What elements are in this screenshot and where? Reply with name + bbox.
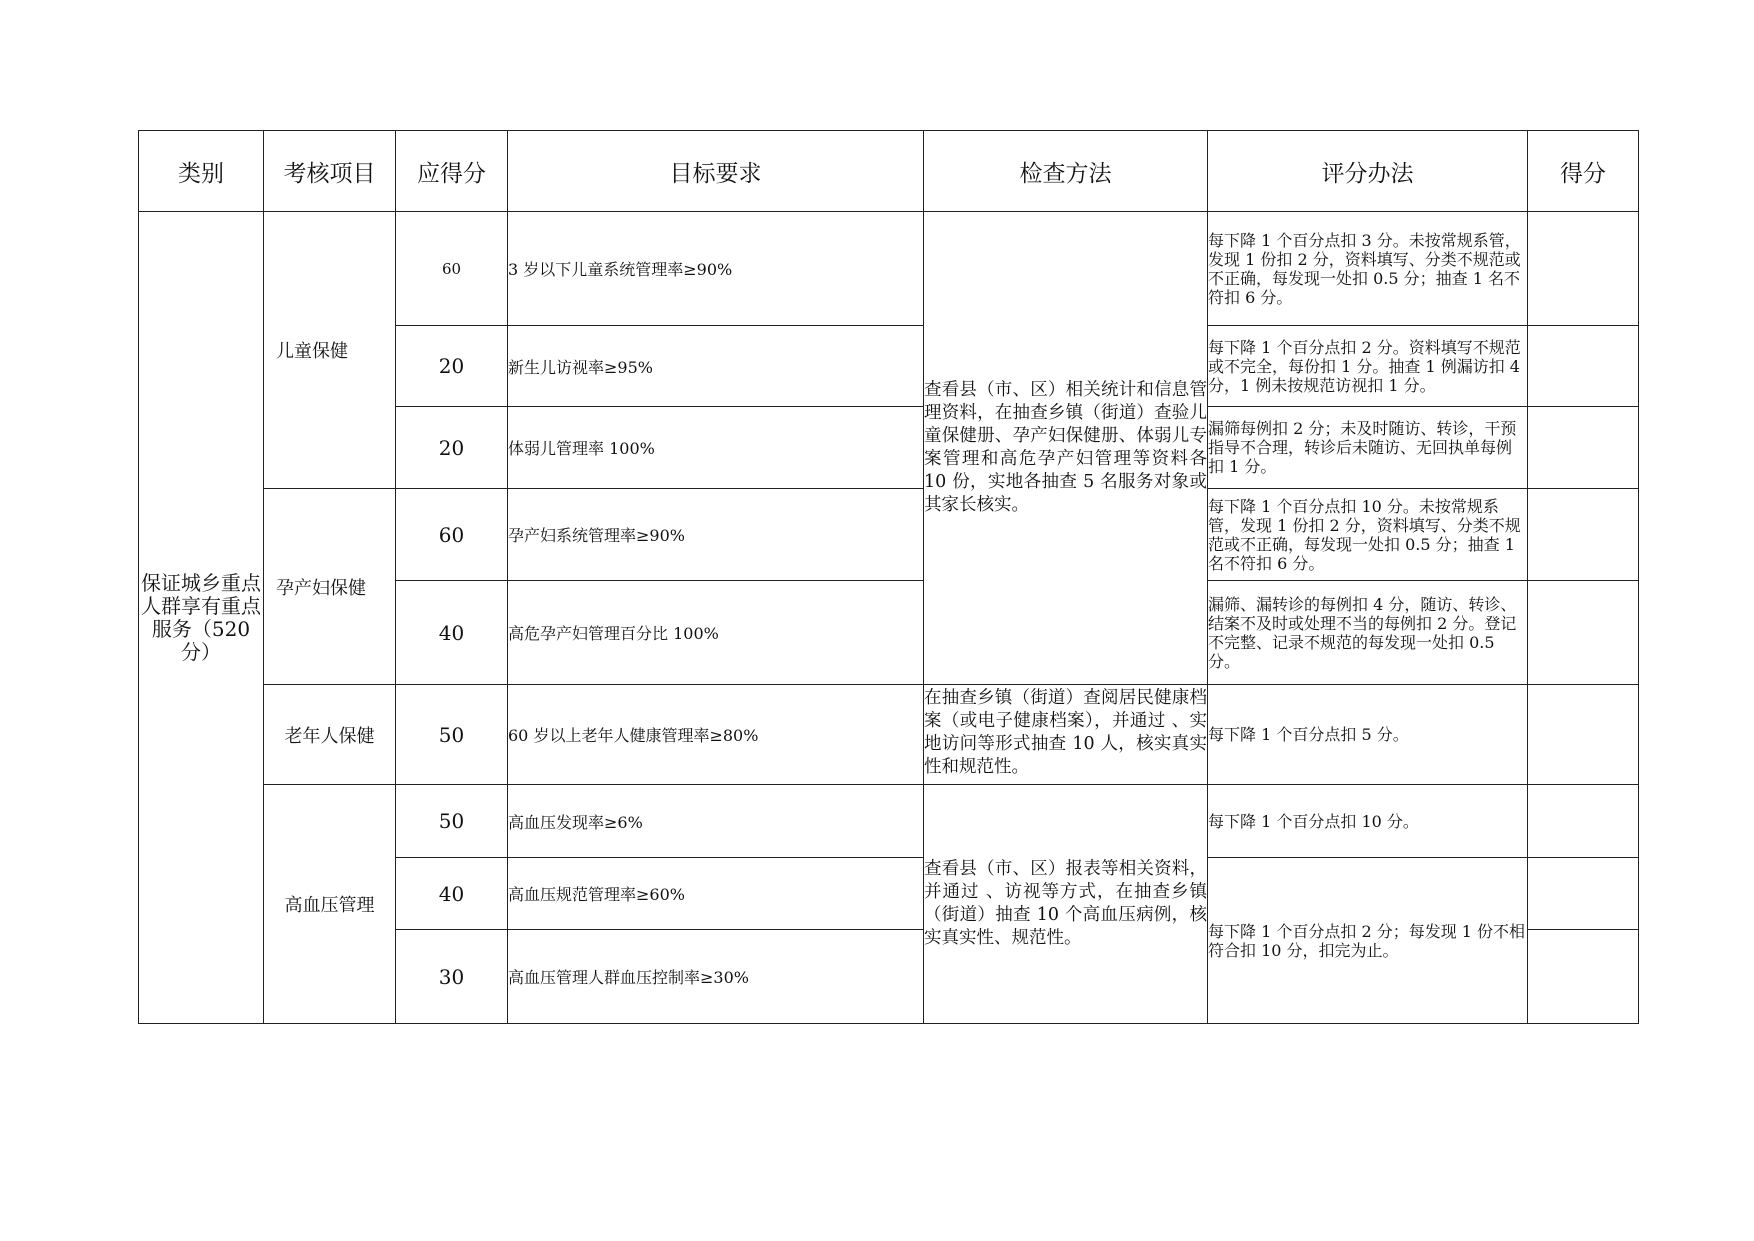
method-hypertension: 查看县（市、区）报表等相关资料，并通过 、访视等方式，在抽查乡镇（街道）抽查 10 个高血压病例，核实真实性、规范性。 [924,785,1208,1024]
target-cell: 60 岁以上老年人健康管理率≥80% [508,685,924,785]
score-cell[interactable] [1528,930,1639,1024]
score-cell[interactable] [1528,685,1639,785]
table-row [139,785,1639,858]
score-cell[interactable] [1528,326,1639,407]
method-elderly: 在抽查乡镇（街道）查阅居民健康档案（或电子健康档案），并通过 、实地访问等形式抽查 10 人，核实真实性和规范性。 [924,685,1208,785]
target-cell: 孕产妇系统管理率≥90% [508,489,924,581]
points-cell: 40 [396,858,508,930]
rule-cell: 每下降 1 个百分点扣 2 分。资料填写不规范或不完全，每份扣 1 分。抽查 1 例漏访扣 4 分，1 例未按规范访视扣 1 分。 [1208,326,1528,407]
category-cell: 保证城乡重点人群享有重点服务（520分） [139,212,264,1024]
score-cell[interactable] [1528,212,1639,326]
points-cell: 60 [396,212,508,326]
item-elderly: 老年人保健 [264,685,396,785]
target-cell: 高血压规范管理率≥60% [508,858,924,930]
item-child: 儿童保健 [264,212,396,489]
method-child-maternal: 查看县（市、区）相关统计和信息管理资料，在抽查乡镇（街道）查验儿童保健册、孕产妇保健册、体弱儿专案管理和高危孕产妇管理等资料各 10 份，实地各抽查 5 名服务对象或其家长核实。 [924,212,1208,685]
table-row [139,489,1639,581]
points-cell: 30 [396,930,508,1024]
points-cell: 50 [396,785,508,858]
rule-cell: 每下降 1 个百分点扣 10 分。 [1208,785,1528,858]
target-cell: 高危孕产妇管理百分比 100% [508,581,924,685]
rule-cell: 每下降 1 个百分点扣 5 分。 [1208,685,1528,785]
score-cell[interactable] [1528,581,1639,685]
score-cell[interactable] [1528,858,1639,930]
table-row [139,212,1639,326]
target-cell: 高血压发现率≥6% [508,785,924,858]
target-cell: 高血压管理人群血压控制率≥30% [508,930,924,1024]
target-cell: 体弱儿管理率 100% [508,407,924,489]
header-target: 目标要求 [508,131,924,212]
score-cell[interactable] [1528,785,1639,858]
assessment-table [138,130,1639,1024]
rule-cell: 漏筛、漏转诊的每例扣 4 分，随访、转诊、结案不及时或处理不当的每例扣 2 分。登记不完整、记录不规范的每发现一处扣 0.5 分。 [1208,581,1528,685]
rule-cell: 漏筛每例扣 2 分；未及时随访、转诊，干预指导不合理，转诊后未随访、无回执单每例扣 1 分。 [1208,407,1528,489]
target-cell: 3 岁以下儿童系统管理率≥90% [508,212,924,326]
header-points: 应得分 [396,131,508,212]
header-item: 考核项目 [264,131,396,212]
score-cell[interactable] [1528,489,1639,581]
header-category: 类别 [139,131,264,212]
header-rule: 评分办法 [1208,131,1528,212]
rule-cell: 每下降 1 个百分点扣 3 分。未按常规系管，发现 1 份扣 2 分，资料填写、分类不规范或不正确，每发现一处扣 0.5 分；抽查 1 名不符扣 6 分。 [1208,212,1528,326]
points-cell: 50 [396,685,508,785]
item-hypertension: 高血压管理 [264,785,396,1024]
score-cell[interactable] [1528,407,1639,489]
item-maternal: 孕产妇保健 [264,489,396,685]
points-cell: 40 [396,581,508,685]
points-cell: 60 [396,489,508,581]
target-cell: 新生儿访视率≥95% [508,326,924,407]
rule-cell: 每下降 1 个百分点扣 10 分。未按常规系管，发现 1 份扣 2 分，资料填写、分类不规范或不正确，每发现一处扣 0.5 分；抽查 1 名不符扣 6 分。 [1208,489,1528,581]
header-row [139,131,1639,212]
header-method: 检查方法 [924,131,1208,212]
points-cell: 20 [396,326,508,407]
rule-cell: 每下降 1 个百分点扣 2 分；每发现 1 份不相符合扣 10 分，扣完为止。 [1208,858,1528,1024]
table-row [139,685,1639,785]
header-score: 得分 [1528,131,1639,212]
points-cell: 20 [396,407,508,489]
